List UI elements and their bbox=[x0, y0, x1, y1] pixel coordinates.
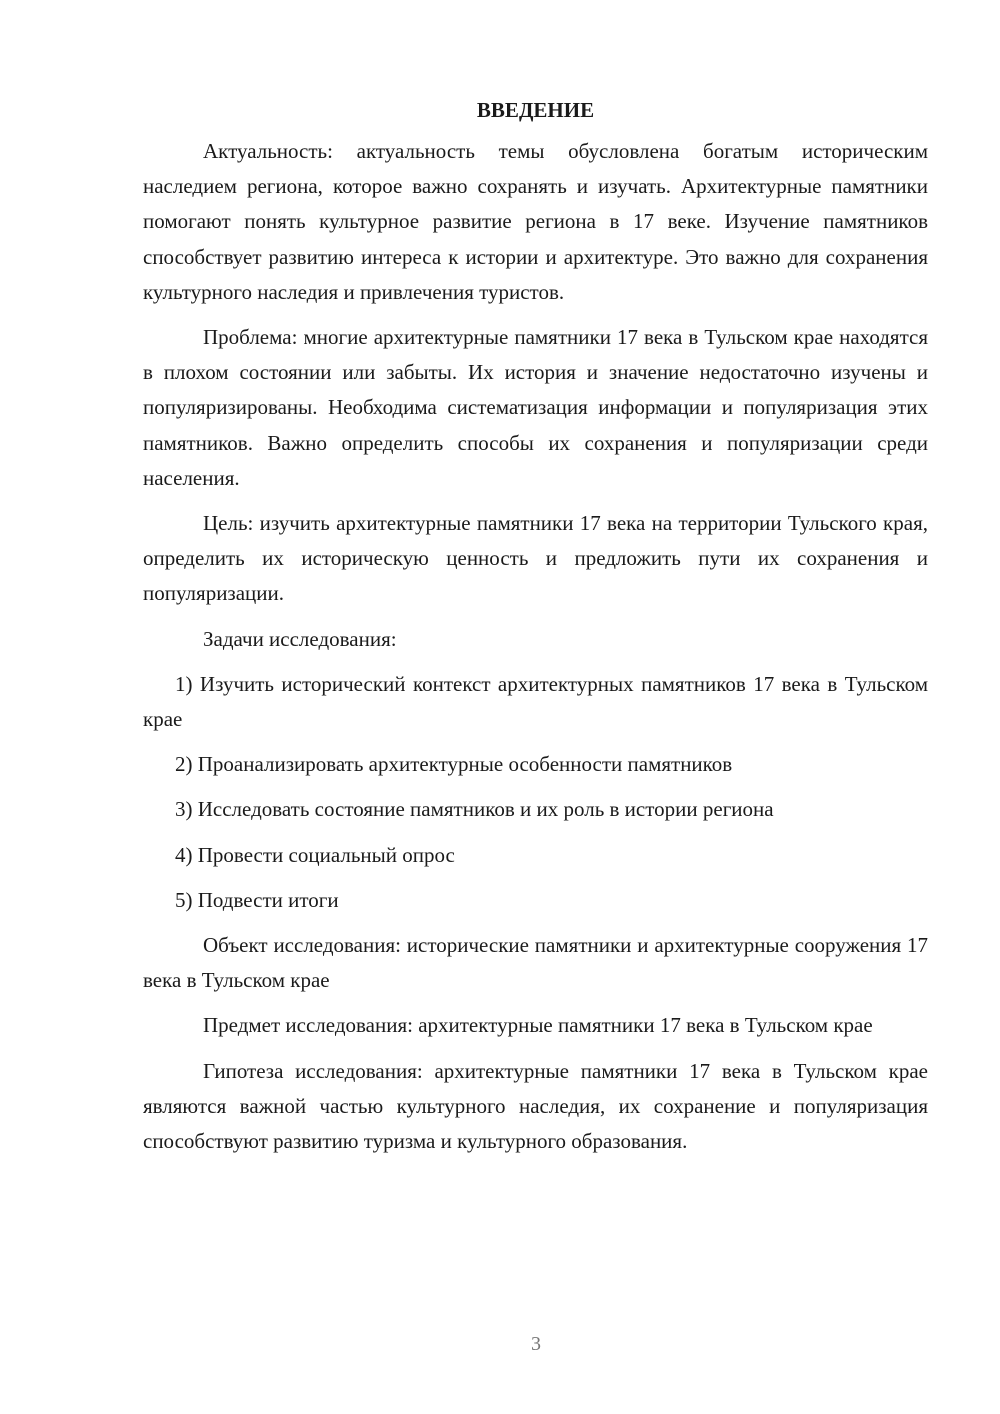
paragraph-hypothesis: Гипотеза исследования: архитектурные памятники 17 века в Тульском крае являются важной частью культурного наследия, их сохранение и популяризация способствуют развитию туризма и культурного образования. bbox=[143, 1058, 928, 1154]
section-title: ВВЕДЕНИЕ bbox=[476, 98, 595, 122]
page-number: 3 bbox=[531, 1333, 541, 1355]
paragraph-goal: Цель: изучить архитектурные памятники 17 века на территории Тульского края, определить их историческую ценность и предложить пути их сохранения и популяризации. bbox=[143, 511, 928, 606]
task-item-5: 5) Подвести итоги bbox=[175, 887, 339, 912]
paragraph-relevance: Актуальность: актуальность темы обусловлена богатым историческим наследием региона, которое важно сохранять и изучать. Архитектурные памятники помогают понять культурное развитие региона в 17 веке. Изучение памятников способствует развитию интереса к истории и архитектуре. Это важно для сохранения культурного наследия и привлечения туристов. bbox=[143, 139, 928, 304]
paragraph-subject: Предмет исследования: архитектурные памятники 17 века в Тульском крае bbox=[203, 1013, 873, 1038]
task-item-1: 1) Изучить исторический контекст архитектурных памятников 17 века в Тульском крае bbox=[143, 671, 928, 732]
paragraph-problem: Проблема: многие архитектурные памятники 17 века в Тульском крае находятся в плохом состоянии или забыты. Их история и значение недостаточно изучены и популяризированы. Необходима систематизация информации и популяризация этих памятников. Важно определить способы их сохранения и популяризации среди населения. bbox=[143, 325, 928, 490]
tasks-list bbox=[143, 667, 928, 918]
task-item-2: 2) Проанализировать архитектурные особенности памятников bbox=[175, 752, 733, 777]
task-item-4: 4) Провести социальный опрос bbox=[175, 842, 455, 867]
paragraph-object: Объект исследования: исторические памятники и архитектурные сооружения 17 века в Тульском крае bbox=[143, 933, 928, 993]
task-item-3: 3) Исследовать состояние памятников и их роль в истории региона bbox=[175, 797, 774, 822]
tasks-heading: Задачи исследования: bbox=[203, 626, 397, 651]
page-content bbox=[143, 93, 928, 1169]
